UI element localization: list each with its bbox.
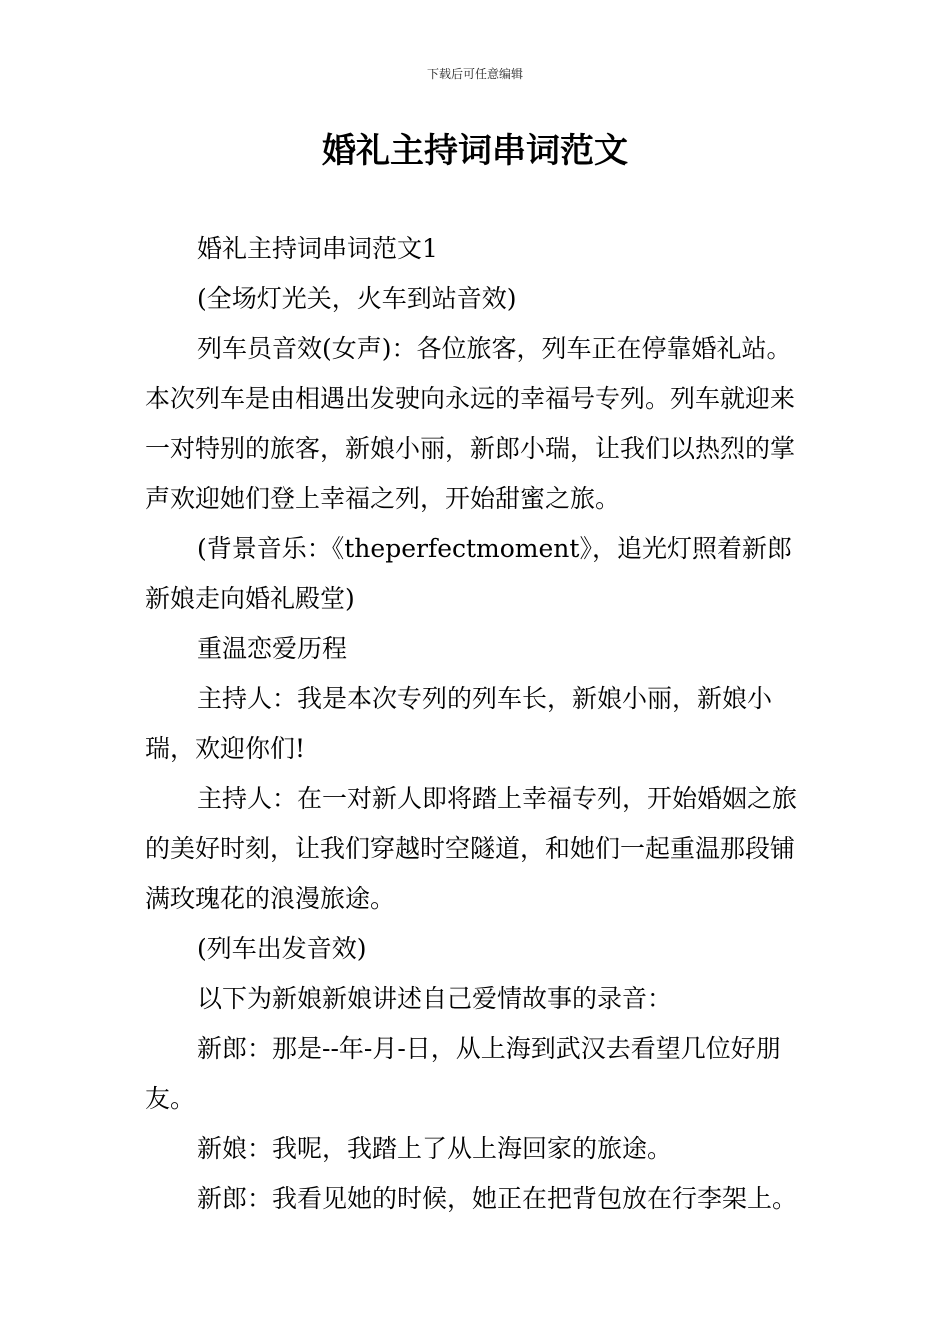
paragraph: 重温恋爱历程 <box>197 634 348 663</box>
paragraph: 新娘：我呢，我踏上了从上海回家的旅途。 <box>197 1134 673 1163</box>
document-title: 婚礼主持词串词范文 <box>322 131 628 171</box>
paragraph: 主持人：我是本次专列的列车长，新娘小丽，新娘小瑞，欢迎你们! <box>145 684 773 763</box>
paragraph: 新郎：那是--年-月-日，从上海到武汉去看望几位好朋友。 <box>145 1034 781 1113</box>
paragraph: (全场灯光关，火车到站音效) <box>197 284 517 313</box>
paragraph: 婚礼主持词串词范文1 <box>197 234 438 263</box>
paragraph: (列车出发音效) <box>197 934 367 963</box>
document-body <box>145 224 810 1224</box>
paragraph: 主持人：在一对新人即将踏上幸福专列，开始婚姻之旅的美好时刻，让我们穿越时空隧道，和她们一起重温那段铺满玫瑰花的浪漫旅途。 <box>145 784 798 913</box>
paragraph: 以下为新娘新娘讲述自己爱情故事的录音： <box>197 984 673 1013</box>
paragraph: 新郎：我看见她的时候，她正在把背包放在行李架上。 <box>197 1184 798 1213</box>
header-note: 下载后可任意编辑 <box>426 67 523 81</box>
paragraph: 列车员音效(女声)：各位旅客，列车正在停靠婚礼站。本次列车是由相遇出发驶向永远的幸福号专列。列车就迎来一对特别的旅客，新娘小丽，新郎小瑞，让我们以热烈的掌声欢迎她们登上幸福之列，开始甜蜜之旅。 <box>145 334 796 513</box>
paragraph: (背景音乐：《theperfectmoment》，追光灯照着新郎新娘走向婚礼殿堂) <box>145 534 792 613</box>
